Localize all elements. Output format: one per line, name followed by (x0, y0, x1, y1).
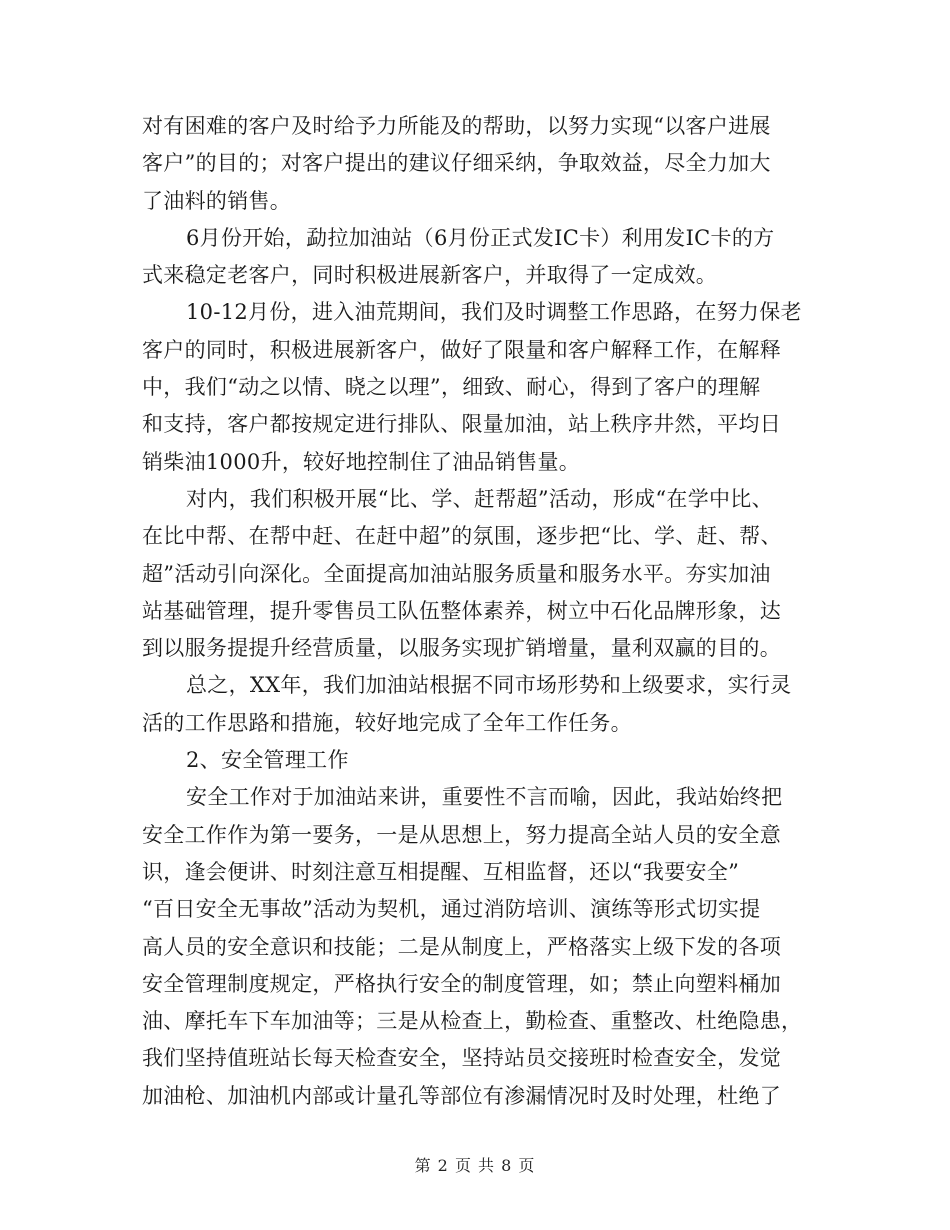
text-line: 我们坚持值班站长每天检查安全，坚持站员交接班时检查安全，发觉 (142, 1046, 781, 1071)
text-line: 识，逢会便讲、时刻注意互相提醒、互相监督，还以“我要安全” (142, 859, 740, 884)
document-body (142, 108, 812, 1115)
text-line: “百日安全无事故”活动为契机，通过消防培训、演练等形式切实提 (142, 897, 761, 922)
text-line: 站基础管理，提升零售员工队伍整体素养，树立中石化品牌形象，达 (142, 598, 781, 623)
text-line: 在比中帮、在帮中赶、在赶中超”的氛围，逐步把“比、学、赶、帮、 (142, 524, 782, 549)
text-line: 2、安全管理工作 (186, 748, 349, 773)
text-line: 客户”的目的；对客户提出的建议仔细采纳，争取效益，尽全力加大 (142, 151, 771, 176)
text-line: 总之，XX年，我们加油站根据不同市场形势和上级要求，实行灵 (186, 673, 792, 698)
text-line: 对内，我们积极开展“比、学、赶帮超”活动，形成“在学中比、 (186, 486, 773, 511)
text-line: 6月份开始，勐拉加油站（6月份正式发IC卡）利用发IC卡的方 (186, 225, 775, 250)
text-line: 式来稳定老客户，同时积极进展新客户，并取得了一定成效。 (142, 263, 718, 288)
text-line: 安全工作作为第一要务，一是从思想上，努力提高全站人员的安全意 (142, 822, 781, 847)
text-line: 超”活动引向深化。全面提高加油站服务质量和服务水平。夯实加油 (142, 561, 771, 586)
text-line: 客户的同时，积极进展新客户，做好了限量和客户解释工作，在解释 (142, 337, 781, 362)
text-line: 油、摩托车下车加油等；三是从检查上，勤检查、重整改、杜绝隐患， (142, 1009, 803, 1034)
text-line: 活的工作思路和措施，较好地完成了全年工作任务。 (142, 710, 632, 735)
text-line: 10-12月份，进入油荒期间，我们及时调整工作思路，在努力保老 (186, 300, 802, 325)
text-line: 加油枪、加油机内部或计量孔等部位有渗漏情况时及时处理，杜绝了 (142, 1083, 781, 1108)
text-line: 销柴油1000升，较好地控制住了油品销售量。 (142, 449, 581, 474)
text-line: 高人员的安全意识和技能；二是从制度上，严格落实上级下发的各项 (142, 934, 781, 959)
page-footer: 第 2 页 共 8 页 (414, 1156, 536, 1175)
text-line: 安全工作对于加油站来讲，重要性不言而喻，因此，我站始终把 (186, 785, 783, 810)
text-line: 安全管理制度规定，严格执行安全的制度管理，如；禁止向塑料桶加 (142, 971, 781, 996)
text-line: 中，我们“动之以情、晓之以理”，细致、耐心，得到了客户的理解 (142, 375, 761, 400)
text-line: 到以服务提提升经营质量，以服务实现扩销增量，量利双赢的目的。 (142, 636, 781, 661)
text-line: 对有困难的客户及时给予力所能及的帮助，以努力实现“以客户进展 (142, 114, 771, 138)
text-line: 了油料的销售。 (142, 188, 292, 213)
text-line: 和支持，客户都按规定进行排队、限量加油，站上秩序井然，平均日 (142, 412, 781, 437)
